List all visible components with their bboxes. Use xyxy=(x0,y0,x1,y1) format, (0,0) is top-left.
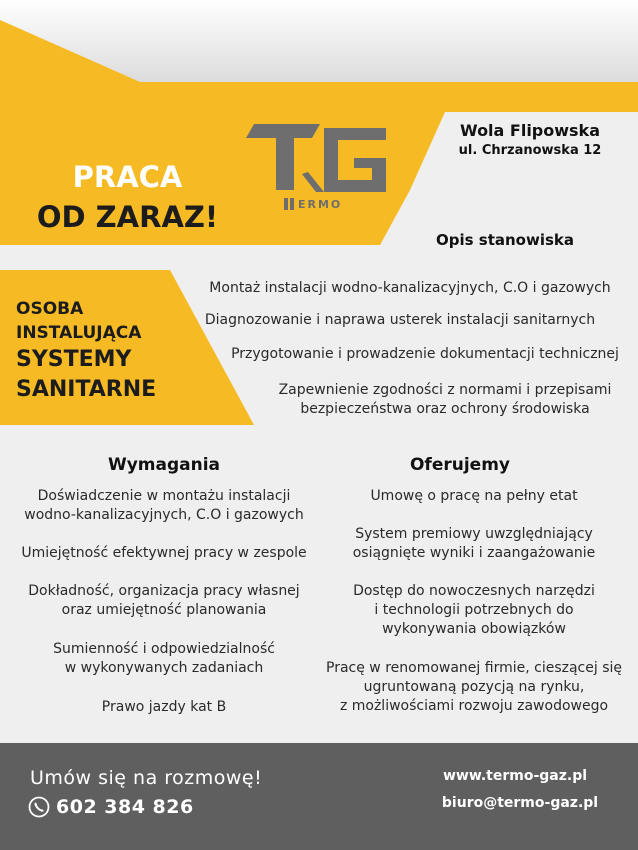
headline-line2: OD ZARAZ! xyxy=(36,200,219,234)
position-line4: SANITARNE xyxy=(16,377,157,402)
requirements-item: Umiejętność efektywnej pracy w zespole xyxy=(21,545,307,561)
location-street: ul. Chrzanowska 12 xyxy=(458,143,602,158)
requirements-title: Wymagania xyxy=(107,455,221,475)
location-block xyxy=(420,120,630,160)
requirements-item: Prawo jazdy kat B xyxy=(101,699,227,715)
company-logo xyxy=(246,122,391,214)
offer-item: Umowę o pracę na pełny etat xyxy=(370,488,578,504)
logo-subtext: ERMO xyxy=(298,198,343,211)
requirements-item: Dokładność, organizacja pracy własnej oraz umiejętność planowania xyxy=(28,583,300,618)
offer-item: System premiowy uwzględniający osiągnięte wyniki i zaangażowanie xyxy=(352,526,596,561)
phone-row[interactable] xyxy=(28,792,194,822)
website-link[interactable]: www.termo-gaz.pl xyxy=(442,768,588,784)
footer-cta: Umów się na rozmowę! xyxy=(30,767,263,789)
headline-line1: PRACA xyxy=(72,160,183,194)
offer-item: Pracę w renomowanej firmie, cieszącej się ugruntowaną pozycją na rynku, z możliwościami rozwoju zawodowego xyxy=(326,660,622,714)
position-line3: SYSTEMY xyxy=(16,347,132,372)
offer-title: Oferujemy xyxy=(409,455,511,475)
phone-icon xyxy=(28,796,50,818)
requirements-item: Sumienność i odpowiedzialność w wykonywanych zadaniach xyxy=(53,641,275,676)
description-item: Diagnozowanie i naprawa usterek instalacji sanitarnych xyxy=(204,312,596,328)
description-item: Montaż instalacji wodno-kanalizacyjnych, C.O i gazowych xyxy=(209,280,611,296)
location-city: Wola Flipowska xyxy=(459,121,600,140)
offer-item: Dostęp do nowoczesnych narzędzi i technologii potrzebnych do wykonywania obowiązków xyxy=(353,583,595,637)
description-item: Zapewnienie zgodności z normami i przepisami bezpieczeństwa oraz ochrony środowiska xyxy=(278,382,612,417)
phone-number[interactable]: 602 384 826 xyxy=(56,796,194,818)
position-line2: INSTALUJĄCA xyxy=(16,323,142,343)
email-link[interactable]: biuro@termo-gaz.pl xyxy=(441,795,599,811)
description-item: Przygotowanie i prowadzenie dokumentacji technicznej xyxy=(231,346,619,362)
position-title xyxy=(16,297,216,405)
position-line1: OSOBA xyxy=(16,299,84,319)
headline xyxy=(10,158,245,238)
description-title: Opis stanowiska xyxy=(435,231,574,249)
requirements-item: Doświadczenie w montażu instalacji wodno-kanalizacyjnych, C.O i gazowych xyxy=(24,488,304,523)
